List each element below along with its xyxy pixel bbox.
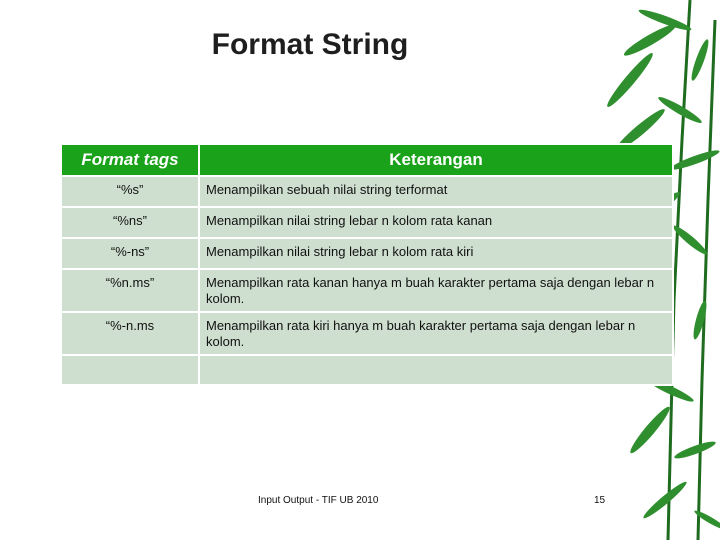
slide-title: Format String [211, 28, 409, 61]
description-cell: Menampilkan sebuah nilai string terformat [199, 176, 673, 207]
format-tag-cell [61, 355, 199, 385]
format-tag-cell: “%n.ms” [61, 269, 199, 312]
slide-footer: Input Output - TIF UB 2010 [258, 495, 379, 506]
table-row [61, 207, 673, 238]
format-tag-cell: “%ns” [61, 207, 199, 238]
column-header-format-tags: Format tags [61, 144, 199, 176]
table-row [61, 269, 673, 312]
format-tag-cell: “%-ns” [61, 238, 199, 269]
format-tag-cell: “%s” [61, 176, 199, 207]
page-number: 15 [594, 495, 606, 506]
table-header-row [61, 144, 673, 176]
table-row [61, 312, 673, 355]
description-cell: Menampilkan nilai string lebar n kolom rata kanan [199, 207, 673, 238]
description-cell: Menampilkan rata kanan hanya m buah karakter pertama saja dengan lebar n kolom. [199, 269, 673, 312]
description-cell: Menampilkan nilai string lebar n kolom rata kiri [199, 238, 673, 269]
description-cell: Menampilkan rata kiri hanya m buah karakter pertama saja dengan lebar n kolom. [199, 312, 673, 355]
table-row-empty [61, 355, 673, 385]
table-row [61, 238, 673, 269]
format-tag-cell: “%-n.ms [61, 312, 199, 355]
format-string-table [60, 143, 674, 386]
table-row [61, 176, 673, 207]
description-cell [199, 355, 673, 385]
column-header-keterangan: Keterangan [199, 144, 673, 176]
